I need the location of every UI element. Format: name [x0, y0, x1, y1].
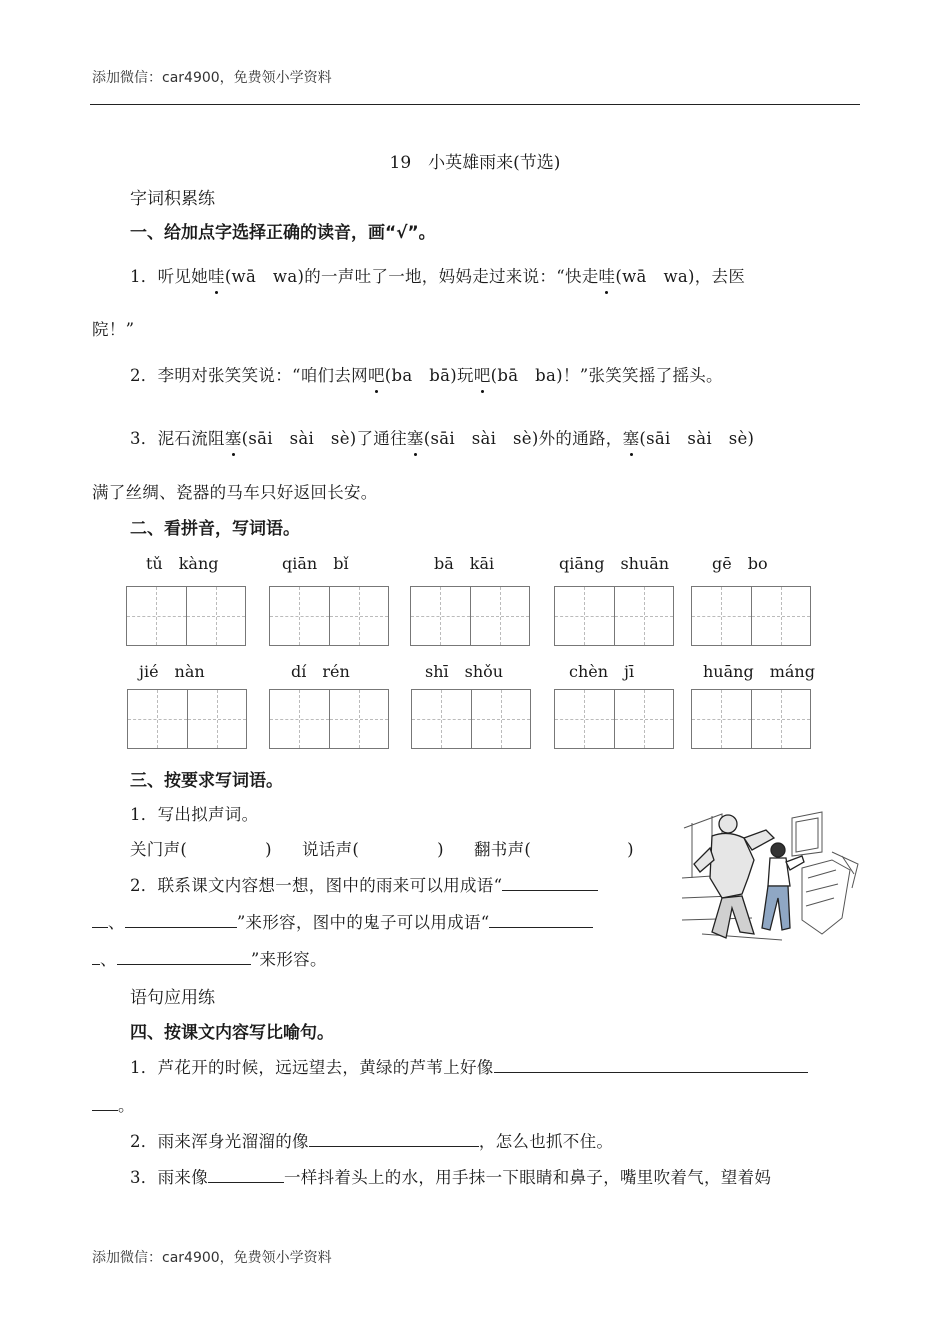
pinyin-label: shī shǒu [425, 662, 504, 681]
answer-blank[interactable] [117, 948, 251, 966]
pinyin-label: dí rén [291, 662, 350, 681]
q4-item1: 1．芦花开的时候，远远望去，黄绿的芦苇上好像 [130, 1054, 808, 1078]
man-chasing-boy-illustration [682, 808, 860, 950]
q2-heading: 二、看拼音，写词语。 [130, 519, 300, 539]
footer-text: 添加微信：car4900，免费领小学资料 [92, 1250, 332, 1266]
q1-item1: 1．听见她哇(wā wa)的一声吐了一地，妈妈走过来说：“快走哇(wā wa)，去医 [130, 263, 745, 287]
answer-blank[interactable] [489, 911, 593, 929]
answer-blank[interactable] [92, 911, 108, 929]
dotted-char: 哇 [599, 263, 616, 287]
writing-grid[interactable] [554, 689, 674, 749]
dotted-char: 吧 [474, 362, 491, 386]
writing-grid[interactable] [411, 689, 531, 749]
writing-grid[interactable] [269, 586, 389, 646]
q1-item3: 3．泥石流阻塞(sāi sài sè)了通往塞(sāi sài sè)外的通路，塞(sāi sài sè) [130, 425, 754, 449]
answer-blank[interactable] [208, 1166, 284, 1184]
sound-word-1: 关门声( ) [130, 840, 272, 859]
page-title: 19 小英雄雨来(节选) [389, 153, 561, 173]
part1-label: 字词积累练 [130, 189, 215, 209]
answer-blank[interactable] [125, 911, 237, 929]
dotted-char: 吧 [368, 362, 385, 386]
answer-blank[interactable] [494, 1056, 808, 1074]
writing-grid[interactable] [691, 586, 811, 646]
pinyin-label: qiān bǐ [282, 554, 349, 573]
sound-word-3: 翻书声( ) [474, 840, 634, 859]
q4-heading: 四、按课文内容写比喻句。 [130, 1023, 334, 1043]
dotted-char: 塞 [225, 425, 242, 449]
answer-blank[interactable] [92, 948, 100, 966]
dotted-char: 哇 [208, 263, 225, 287]
writing-grid[interactable] [554, 586, 674, 646]
answer-blank[interactable] [502, 874, 598, 892]
pinyin-label: bā kāi [434, 554, 495, 573]
sound-word-2: 说话声( ) [302, 840, 444, 859]
q1-item3-cont: 满了丝绸、瓷器的马车只好返回长安。 [92, 483, 378, 502]
dotted-char: 塞 [623, 425, 640, 449]
pinyin-label: chèn jī [569, 662, 635, 681]
writing-grid[interactable] [126, 586, 246, 646]
q4-item1-cont: 。 [92, 1092, 135, 1116]
q4-item3: 3．雨来像 一样抖着头上的水，用手抹一下眼睛和鼻子，嘴里吹着气，望着妈 [130, 1164, 771, 1188]
answer-blank[interactable] [309, 1130, 479, 1148]
q3-sub2: 2．联系课文内容想一想，图中的雨来可以用成语“ [130, 872, 598, 896]
pinyin-label: jié nàn [139, 662, 205, 681]
dotted-char: 塞 [407, 425, 424, 449]
writing-grid[interactable] [127, 689, 247, 749]
q3-sub1: 1．写出拟声词。 [130, 805, 259, 824]
writing-grid[interactable] [410, 586, 530, 646]
q3-sub2-line3: 、 ”来形容。 [92, 946, 327, 970]
q1-heading: 一、给加点字选择正确的读音，画“√”。 [130, 223, 436, 243]
q3-heading: 三、按要求写词语。 [130, 771, 283, 791]
pinyin-label: tǔ kàng [146, 554, 219, 573]
q4-item2: 2．雨来浑身光溜溜的像 ，怎么也抓不住。 [130, 1128, 613, 1152]
q3-sub2-line2: 、 ”来形容，图中的鬼子可以用成语“ [92, 909, 593, 933]
q1-item1-cont: 院！” [92, 320, 135, 339]
writing-grid[interactable] [269, 689, 389, 749]
header-text: 添加微信：car4900，免费领小学资料 [92, 70, 332, 86]
pinyin-label: huāng máng [703, 662, 815, 681]
part2-label: 语句应用练 [130, 988, 215, 1008]
header-rule [90, 104, 860, 105]
q1-item2: 2．李明对张笑笑说：“咱们去网吧(ba bā)玩吧(bā ba)！”张笑笑摇了摇头。 [130, 362, 723, 386]
writing-grid[interactable] [691, 689, 811, 749]
answer-blank[interactable] [92, 1094, 118, 1112]
pinyin-label: gē bo [712, 554, 768, 573]
pinyin-label: qiāng shuān [559, 554, 670, 573]
